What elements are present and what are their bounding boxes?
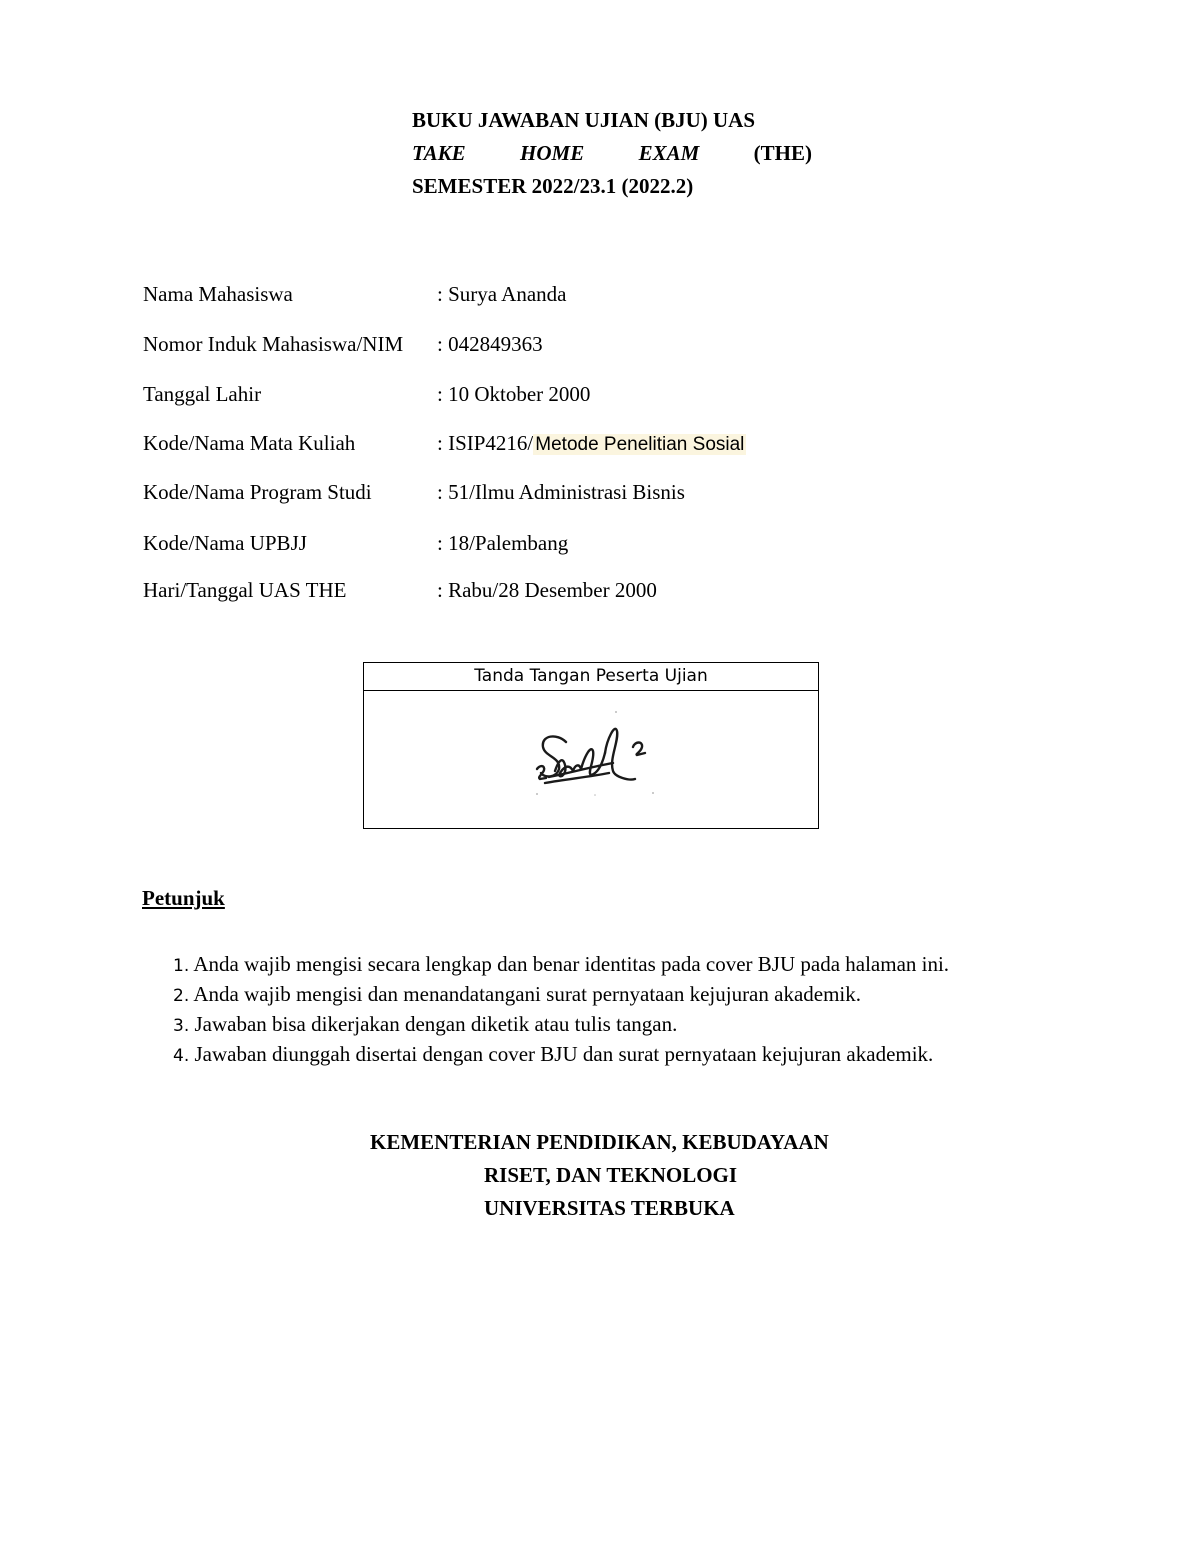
instructions-title: Petunjuk [142, 886, 225, 910]
title-line-3: SEMESTER 2022/23.1 (2022.2) [412, 174, 694, 198]
footer-line-1: KEMENTERIAN PENDIDIKAN, KEBUDAYAAN [370, 1130, 829, 1154]
list-text: Anda wajib mengisi dan menandatangani surat pernyataan kejujuran akademik. [193, 982, 862, 1006]
identity-label: Kode/Nama Program Studi [143, 480, 372, 504]
instructions-list [173, 950, 949, 1070]
identity-value: : ISIP4216/ [437, 431, 534, 455]
footer-line-3: UNIVERSITAS TERBUKA [484, 1196, 735, 1220]
title-line-2 [412, 137, 812, 170]
list-number: 4. [173, 1046, 190, 1066]
list-number: 1. [173, 956, 190, 976]
title-word: HOME [520, 141, 585, 165]
identity-label: Nomor Induk Mahasiswa/NIM [143, 332, 404, 356]
identity-label: Kode/Nama Mata Kuliah [143, 431, 356, 455]
list-item [173, 1010, 949, 1040]
institution-footer [370, 1126, 829, 1225]
identity-value: : 18/Palembang [437, 531, 569, 555]
list-text: Anda wajib mengisi secara lengkap dan benar identitas pada cover BJU pada halaman ini. [193, 952, 950, 976]
title-line-1: BUKU JAWABAN UJIAN (BJU) UAS [412, 108, 756, 132]
handwritten-signature [529, 707, 669, 807]
identity-value: : 042849363 [437, 332, 543, 356]
list-item [173, 980, 949, 1010]
title-word: EXAM [638, 141, 700, 165]
identity-label: Tanggal Lahir [143, 382, 262, 406]
document-title [412, 104, 812, 203]
signature-box [363, 662, 819, 829]
list-item [173, 950, 949, 980]
identity-value: : Surya Ananda [437, 282, 567, 306]
identity-value: : Rabu/28 Desember 2000 [437, 578, 657, 602]
footer-line-2: RISET, DAN TEKNOLOGI [484, 1163, 738, 1187]
course-name-highlight: Metode Penelitian Sosial [535, 434, 745, 455]
identity-value-course [437, 430, 746, 458]
identity-value: : 10 Oktober 2000 [437, 382, 591, 406]
identity-value: : 51/Ilmu Administrasi Bisnis [437, 480, 685, 504]
list-text: Jawaban bisa dikerjakan dengan diketik atau tulis tangan. [194, 1012, 678, 1036]
identity-label: Kode/Nama UPBJJ [143, 531, 307, 555]
identity-label: Hari/Tanggal UAS THE [143, 578, 347, 602]
list-text: Jawaban diunggah disertai dengan cover BJU dan surat pernyataan kejujuran akademik. [194, 1042, 934, 1066]
list-item [173, 1040, 949, 1070]
list-number: 2. [173, 986, 190, 1006]
identity-label: Nama Mahasiswa [143, 282, 293, 306]
title-word: (THE) [753, 141, 812, 165]
list-number: 3. [173, 1016, 190, 1036]
title-word: TAKE [412, 141, 466, 165]
signature-box-header: Tanda Tangan Peserta Ujian [364, 663, 818, 691]
